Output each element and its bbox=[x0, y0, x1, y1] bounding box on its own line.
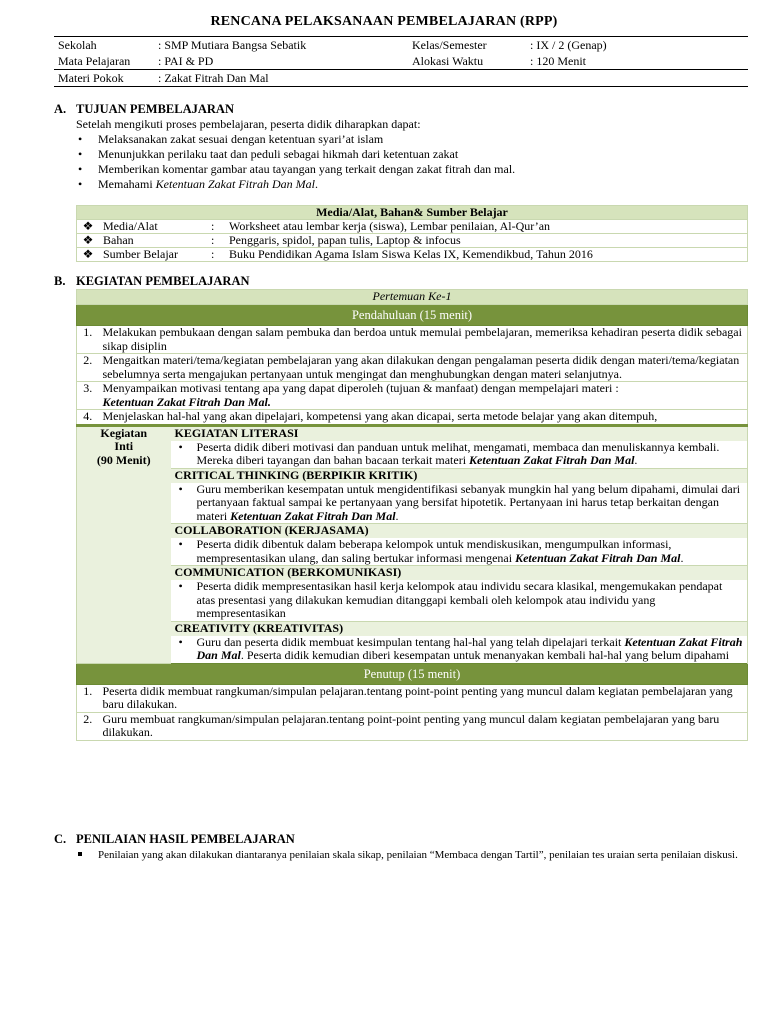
opening-step: 1. Melakukan pembukaan dengan salam pembuka dan berdoa untuk memulai pembelajaran, memeriksa kehadiran peserta didik sebagai sikap disiplin bbox=[77, 326, 748, 354]
media-row: ❖ Sumber Belajar : Buku Pendidikan Agama Islam Siswa Kelas IX, Kemendikbud, Tahun 2016 bbox=[77, 248, 748, 262]
section-b-heading: B. KEGIATAN PEMBELAJARAN bbox=[54, 274, 250, 288]
goal-item: • Memahami Ketentuan Zakat Fitrah Dan Mal. bbox=[76, 177, 726, 192]
core-block-text: • Peserta didik diberi motivasi dan panduan untuk melihat, mengamati, membaca dan menuliskannya kembali. Mereka diberi tayangan dan bahan bacaan terkait materi Ketentuan Zakat Fitrah Dan Mal. bbox=[171, 441, 748, 469]
diamond-icon: ❖ bbox=[77, 248, 100, 262]
core-block-title: COLLABORATION (KERJASAMA) bbox=[171, 524, 748, 539]
core-block-title: KEGIATAN LITERASI bbox=[171, 425, 748, 441]
goals-list bbox=[76, 132, 726, 192]
media-header: Media/Alat, Bahan& Sumber Belajar bbox=[77, 206, 748, 220]
activities-table bbox=[76, 289, 748, 741]
core-block-title: CRITICAL THINKING (BERPIKIR KRITIK) bbox=[171, 468, 748, 483]
school-value: : SMP Mutiara Bangsa Sebatik bbox=[154, 37, 408, 54]
opening-phase-title: Pendahuluan (15 menit) bbox=[77, 305, 748, 326]
time-value: : 120 Menit bbox=[530, 54, 586, 68]
class-value: : IX / 2 (Genap) bbox=[526, 37, 748, 54]
closing-step: 2. Guru membuat rangkuman/simpulan pelajaran.tentang point-point penting yang muncul dalam kegiatan pembelajaran yang baru dilakukan. bbox=[77, 712, 748, 740]
square-bullet-icon bbox=[78, 852, 82, 856]
goal-item: • Melaksanakan zakat sesuai dengan ketentuan syari’at islam bbox=[76, 132, 726, 147]
opening-step: 4. Menjelaskan hal-hal yang akan dipelajari, kompetensi yang akan dicapai, serta metode belajar yang akan ditempuh, bbox=[77, 410, 748, 426]
closing-step: 1. Peserta didik membuat rangkuman/simpulan pelajaran.tentang point-point penting yang muncul dalam kegiatan pembelajaran yang baru dilakukan. bbox=[77, 684, 748, 712]
diamond-icon: ❖ bbox=[77, 220, 100, 234]
core-block-text: • Guru dan peserta didik membuat kesimpulan tentang hal-hal yang telah dipelajari terkait Ketentuan Zakat Fitrah Dan Mal. Peserta didik kemudian diberi kesempatan untuk menanyakan kembali hal-hal yang belum dipahami bbox=[171, 636, 748, 664]
opening-step: 3. Menyampaikan motivasi tentang apa yang dapat diperoleh (tujuan & manfaat) dengan mempelajari materi : Ketentuan Zakat Fitrah Dan Mal. bbox=[77, 382, 748, 410]
goal-item: • Menunjukkan perilaku taat dan peduli sebagai hikmah dari ketentuan zakat bbox=[76, 147, 726, 162]
subject-label: Mata Pelajaran bbox=[58, 54, 131, 68]
media-table bbox=[76, 205, 748, 262]
assessment-item: Penilaian yang akan dilakukan diantaranya penilaian skala sikap, penilaian “Membaca dengan Tartil”, penilaian tes uraian serta penilaian diskusi. bbox=[76, 848, 748, 862]
time-label: Alokasi Waktu bbox=[412, 54, 484, 68]
topic-label: Materi Pokok bbox=[54, 70, 154, 87]
goal-item: • Memberikan komentar gambar atau tayangan yang terkait dengan zakat fitrah dan mal. bbox=[76, 162, 726, 177]
media-row: ❖ Bahan : Penggaris, spidol, papan tulis, Laptop & infocus bbox=[77, 234, 748, 248]
subject-value: : PAI & PD bbox=[158, 54, 214, 68]
media-row: ❖ Media/Alat : Worksheet atau lembar kerja (siswa), Lembar penilaian, Al-Qur’an bbox=[77, 220, 748, 234]
class-label: Kelas/Semester bbox=[408, 37, 526, 54]
core-activity-label: Kegiatan Inti (90 Menit) bbox=[77, 425, 171, 663]
section-c-heading: C. PENILAIAN HASIL PEMBELAJARAN bbox=[54, 832, 295, 846]
section-a-intro: Setelah mengikuti proses pembelajaran, peserta didik diharapkan dapat: bbox=[76, 117, 421, 131]
closing-phase-title: Penutup (15 menit) bbox=[77, 663, 748, 684]
core-block-text: • Guru memberikan kesempatan untuk mengidentifikasi sebanyak mungkin hal yang belum dipahami, dimulai dari pertanyaan faktual sampai ke pertanyaan yang bersifat hipotetik. Pertanyaan ini harus tetap berkaitan dengan materi Ketentuan Zakat Fitrah Dan Mal. bbox=[171, 483, 748, 524]
core-block-title: COMMUNICATION (BERKOMUNIKASI) bbox=[171, 566, 748, 581]
core-block-text: • Peserta didik dibentuk dalam beberapa kelompok untuk mendiskusikan, mengumpulkan informasi, mempresentasikan ulang, dan saling bertukar informasi mengenai Ketentuan Zakat Fitrah Dan Mal. bbox=[171, 538, 748, 566]
topic-value: : Zakat Fitrah Dan Mal bbox=[154, 70, 748, 87]
info-table bbox=[54, 36, 748, 87]
opening-step: 2. Mengaitkan materi/tema/kegiatan pembelajaran yang akan dilakukan dengan pengalaman peserta didik dengan materi/tema/kegiatan sebelumnya serta mengajukan pertanyaan untuk mengingat dan menghubungkan dengan materi selanjutnya. bbox=[77, 354, 748, 382]
school-label: Sekolah bbox=[54, 37, 154, 54]
diamond-icon: ❖ bbox=[77, 234, 100, 248]
document-title: RENCANA PELAKSANAAN PEMBELAJARAN (RPP) bbox=[210, 14, 558, 29]
core-block-text: • Peserta didik mempresentasikan hasil kerja kelompok atau individu secara klasikal, mengemukakan pendapat atas presentasi yang dilakukan kemudian ditanggapi kembali oleh kelompok atau individu yang mempresentasikan bbox=[171, 580, 748, 621]
meeting-label: Pertemuan Ke-1 bbox=[77, 290, 748, 305]
section-a-heading: A. TUJUAN PEMBELAJARAN bbox=[54, 102, 234, 116]
core-block-title: CREATIVITY (KREATIVITAS) bbox=[171, 621, 748, 636]
